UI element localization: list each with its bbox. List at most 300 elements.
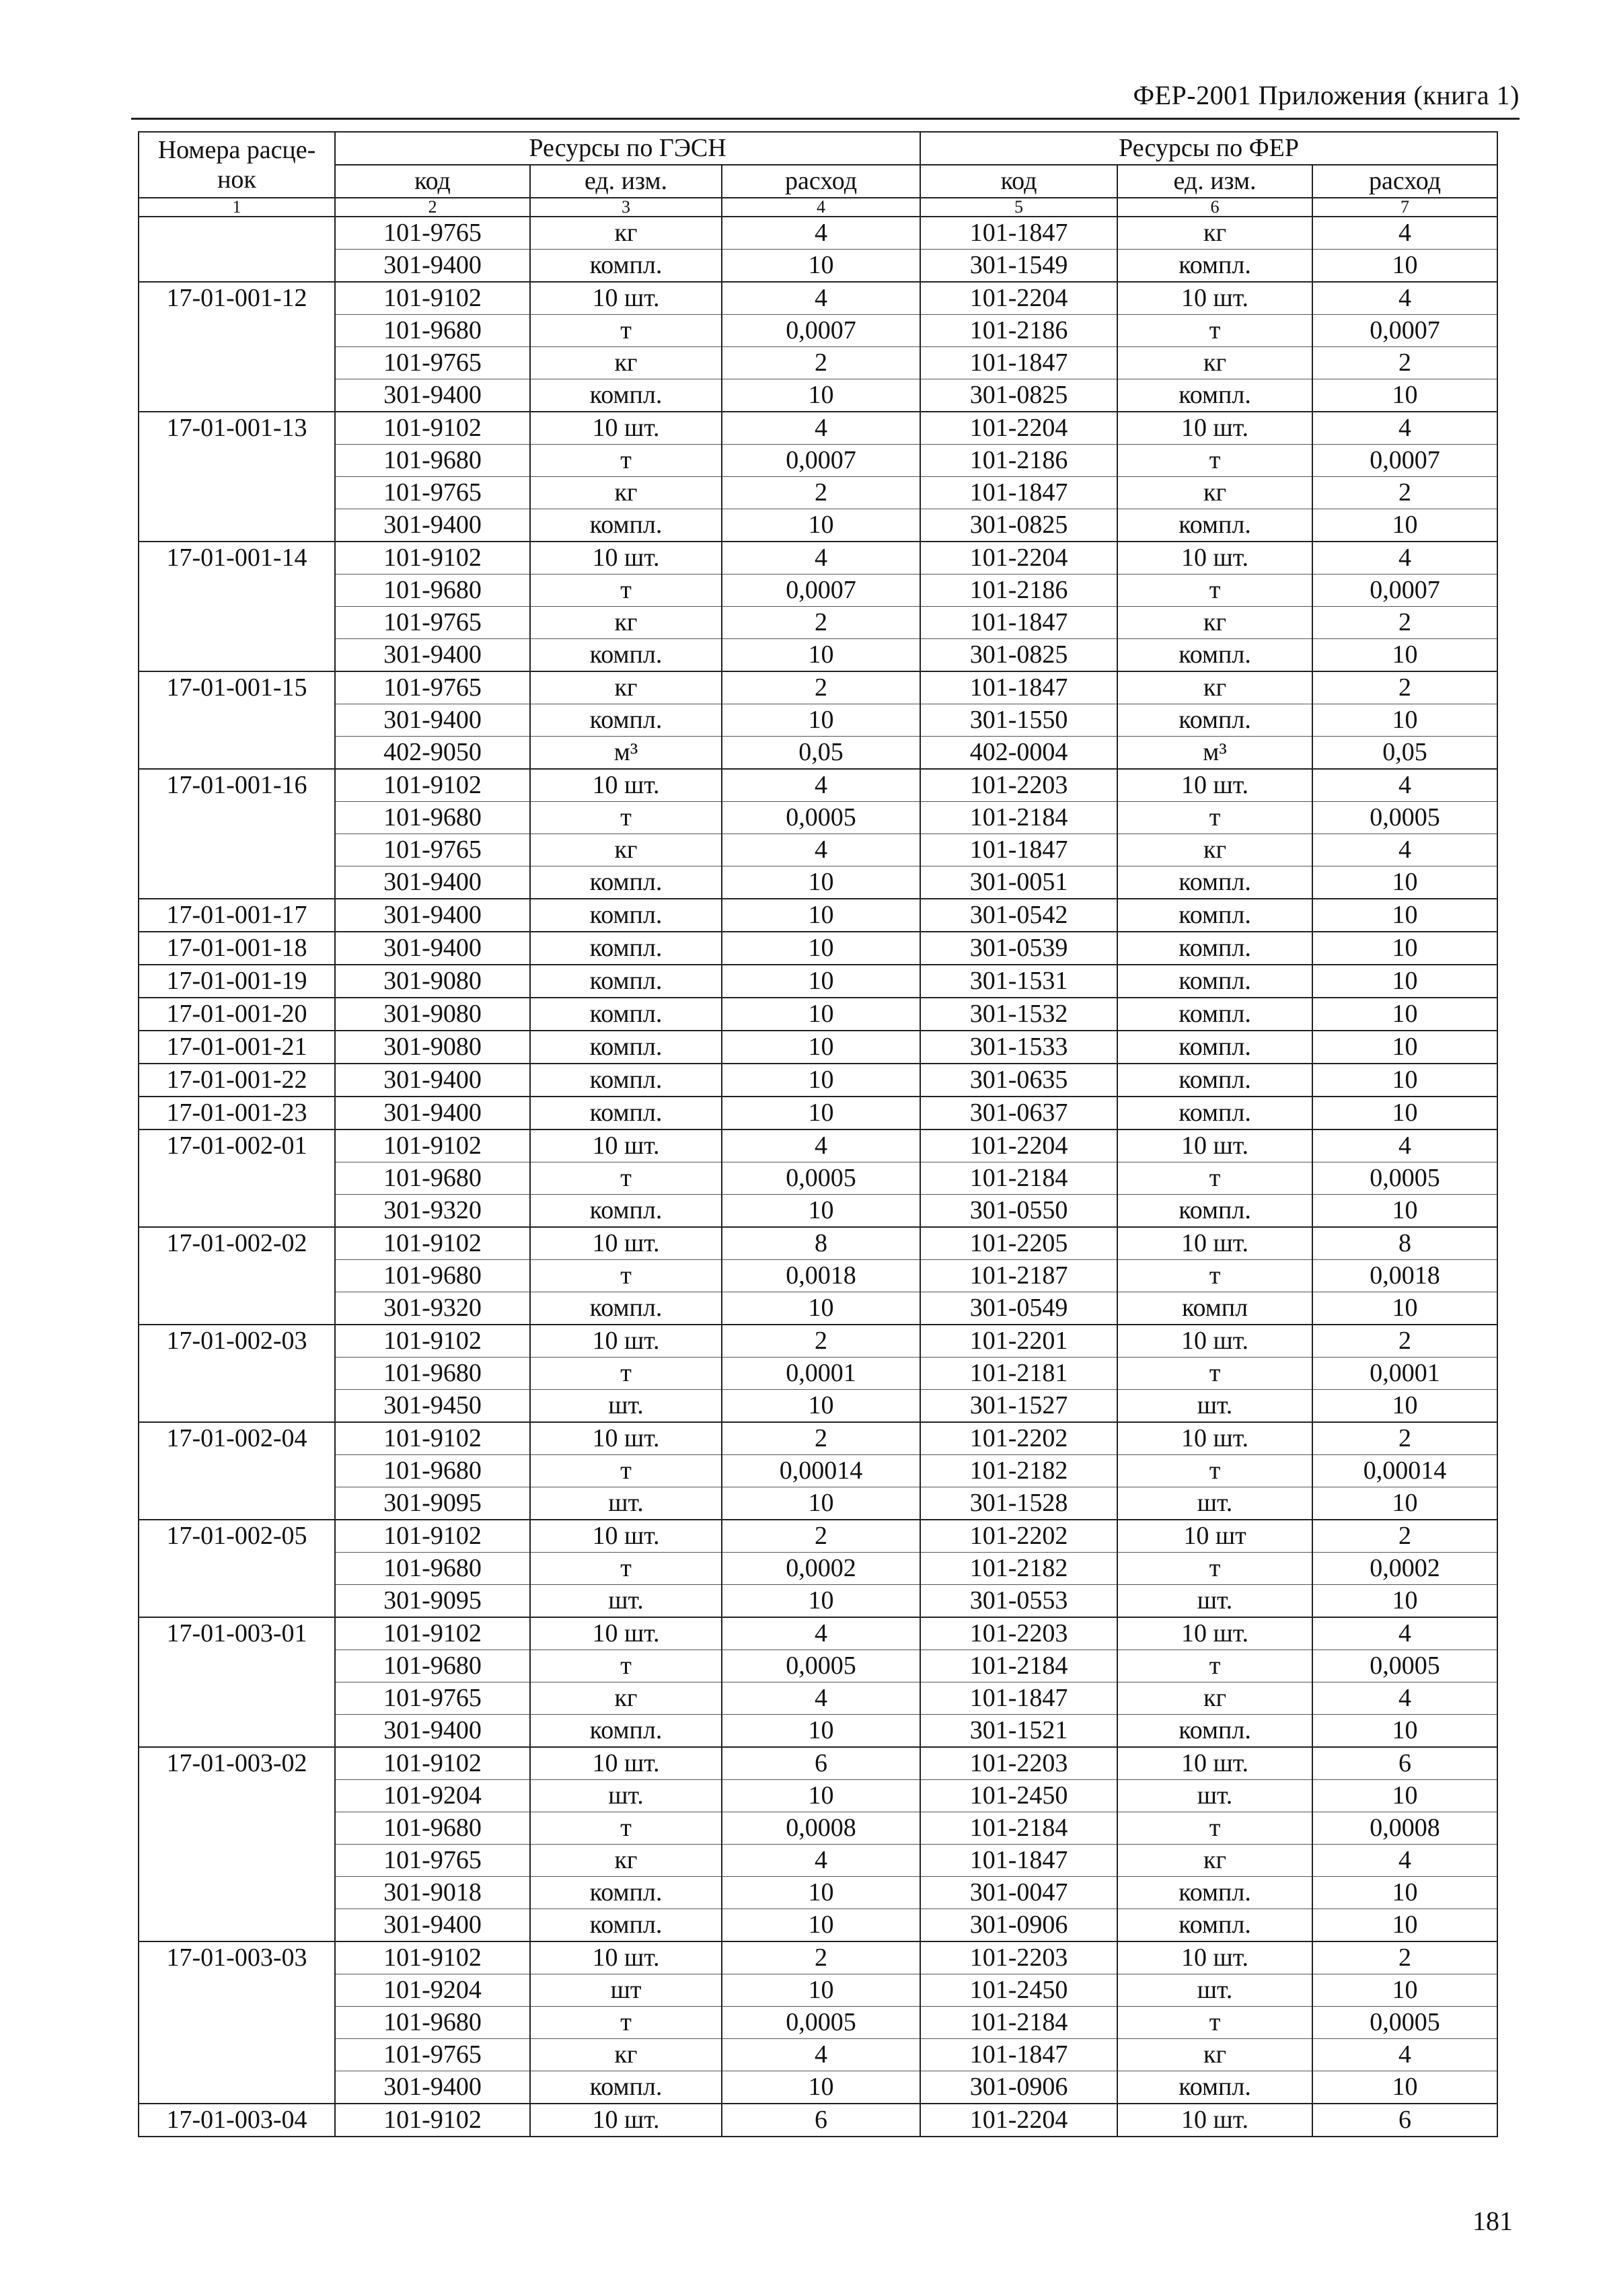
gesn-amount-cell: 10 bbox=[722, 965, 920, 998]
rate-number-cell: 17-01-002-01 bbox=[139, 1130, 335, 1227]
table-row bbox=[139, 769, 1497, 802]
gesn-unit-cell: 10 шт. bbox=[530, 412, 722, 445]
gesn-unit-cell: кг bbox=[530, 1845, 722, 1877]
subheader-fer-amount: расход bbox=[1312, 165, 1497, 198]
gesn-unit-cell: компл. bbox=[530, 250, 722, 283]
gesn-code-cell: 101-9765 bbox=[335, 1845, 530, 1877]
gesn-unit-cell: 10 шт. bbox=[530, 1617, 722, 1650]
gesn-unit-cell: т bbox=[530, 445, 722, 477]
gesn-amount-cell: 10 bbox=[722, 704, 920, 737]
table-row bbox=[139, 607, 1497, 639]
fer-code-cell: 301-0825 bbox=[920, 379, 1117, 412]
fer-unit-cell: кг bbox=[1117, 1682, 1312, 1715]
gesn-amount-cell: 2 bbox=[722, 1325, 920, 1358]
gesn-amount-cell: 4 bbox=[722, 217, 920, 250]
table-row bbox=[139, 1941, 1497, 1974]
rate-number-cell: 17-01-002-05 bbox=[139, 1520, 335, 1617]
fer-code-cell: 301-0542 bbox=[920, 899, 1117, 932]
table-row bbox=[139, 250, 1497, 283]
gesn-amount-cell: 10 bbox=[722, 639, 920, 672]
gesn-amount-cell: 4 bbox=[722, 412, 920, 445]
fer-unit-cell: компл. bbox=[1117, 704, 1312, 737]
fer-code-cell: 101-2203 bbox=[920, 1617, 1117, 1650]
fer-amount-cell: 0,0002 bbox=[1312, 1553, 1497, 1585]
fer-amount-cell: 2 bbox=[1312, 607, 1497, 639]
fer-unit-cell: т bbox=[1117, 445, 1312, 477]
gesn-code-cell: 101-9102 bbox=[335, 1941, 530, 1974]
fer-unit-cell: кг bbox=[1117, 217, 1312, 250]
fer-amount-cell: 2 bbox=[1312, 671, 1497, 704]
fer-amount-cell: 0,05 bbox=[1312, 737, 1497, 770]
gesn-amount-cell: 0,0007 bbox=[722, 445, 920, 477]
fer-unit-cell: кг bbox=[1117, 834, 1312, 866]
fer-code-cell: 301-0550 bbox=[920, 1195, 1117, 1228]
gesn-amount-cell: 4 bbox=[722, 834, 920, 866]
gesn-amount-cell: 10 bbox=[722, 1487, 920, 1520]
gesn-unit-cell: т bbox=[530, 2007, 722, 2039]
table-row bbox=[139, 1422, 1497, 1455]
gesn-code-cell: 301-9400 bbox=[335, 866, 530, 899]
gesn-amount-cell: 0,0001 bbox=[722, 1358, 920, 1390]
col-number: 2 bbox=[335, 198, 530, 217]
gesn-unit-cell: кг bbox=[530, 834, 722, 866]
fer-code-cell: 101-2204 bbox=[920, 2104, 1117, 2137]
gesn-amount-cell: 4 bbox=[722, 1130, 920, 1162]
fer-amount-cell: 10 bbox=[1312, 998, 1497, 1031]
rate-number-cell: 17-01-001-23 bbox=[139, 1097, 335, 1130]
fer-unit-cell: т bbox=[1117, 2007, 1312, 2039]
fer-unit-cell: компл. bbox=[1117, 1715, 1312, 1748]
fer-code-cell: 101-1847 bbox=[920, 1682, 1117, 1715]
gesn-code-cell: 101-9680 bbox=[335, 1260, 530, 1292]
gesn-code-cell: 101-9680 bbox=[335, 445, 530, 477]
gesn-amount-cell: 2 bbox=[722, 607, 920, 639]
fer-unit-cell: компл. bbox=[1117, 965, 1312, 998]
fer-unit-cell: компл. bbox=[1117, 1031, 1312, 1064]
fer-unit-cell: т bbox=[1117, 315, 1312, 347]
fer-amount-cell: 4 bbox=[1312, 1130, 1497, 1162]
fer-amount-cell: 10 bbox=[1312, 1390, 1497, 1423]
fer-amount-cell: 0,00014 bbox=[1312, 1455, 1497, 1487]
gesn-amount-cell: 4 bbox=[722, 769, 920, 802]
gesn-code-cell: 101-9102 bbox=[335, 412, 530, 445]
fer-amount-cell: 4 bbox=[1312, 217, 1497, 250]
fer-code-cell: 301-0906 bbox=[920, 1909, 1117, 1942]
table-row bbox=[139, 1845, 1497, 1877]
fer-amount-cell: 0,0007 bbox=[1312, 445, 1497, 477]
table-row bbox=[139, 899, 1497, 932]
table-row bbox=[139, 802, 1497, 834]
gesn-code-cell: 101-9102 bbox=[335, 542, 530, 575]
fer-amount-cell: 2 bbox=[1312, 1325, 1497, 1358]
rate-number-cell: 17-01-001-21 bbox=[139, 1031, 335, 1064]
fer-code-cell: 402-0004 bbox=[920, 737, 1117, 770]
gesn-unit-cell: т bbox=[530, 802, 722, 834]
gesn-unit-cell: т bbox=[530, 1553, 722, 1585]
gesn-unit-cell: компл. bbox=[530, 866, 722, 899]
gesn-amount-cell: 10 bbox=[722, 1974, 920, 2007]
gesn-amount-cell: 2 bbox=[722, 1941, 920, 1974]
rate-number-cell: 17-01-001-16 bbox=[139, 769, 335, 899]
gesn-amount-cell: 10 bbox=[722, 998, 920, 1031]
table-row bbox=[139, 542, 1497, 575]
fer-code-cell: 101-1847 bbox=[920, 2039, 1117, 2071]
table-row bbox=[139, 315, 1497, 347]
fer-code-cell: 301-1550 bbox=[920, 704, 1117, 737]
rate-number-cell: 17-01-001-18 bbox=[139, 932, 335, 965]
rate-number-cell: 17-01-002-04 bbox=[139, 1422, 335, 1520]
table-row bbox=[139, 282, 1497, 315]
fer-unit-cell: компл. bbox=[1117, 1909, 1312, 1942]
fer-unit-cell: компл. bbox=[1117, 379, 1312, 412]
fer-unit-cell: 10 шт. bbox=[1117, 1941, 1312, 1974]
fer-amount-cell: 10 bbox=[1312, 509, 1497, 542]
gesn-code-cell: 101-9680 bbox=[335, 1553, 530, 1585]
gesn-unit-cell: 10 шт. bbox=[530, 542, 722, 575]
fer-unit-cell: компл. bbox=[1117, 899, 1312, 932]
fer-amount-cell: 10 bbox=[1312, 639, 1497, 672]
rate-number-cell: 17-01-002-02 bbox=[139, 1227, 335, 1325]
fer-amount-cell: 10 bbox=[1312, 1585, 1497, 1618]
fer-code-cell: 301-1527 bbox=[920, 1390, 1117, 1423]
table-row bbox=[139, 1260, 1497, 1292]
fer-code-cell: 101-2203 bbox=[920, 769, 1117, 802]
fer-unit-cell: 10 шт. bbox=[1117, 2104, 1312, 2137]
gesn-code-cell: 101-9102 bbox=[335, 282, 530, 315]
table-row bbox=[139, 1780, 1497, 1812]
fer-code-cell: 301-1528 bbox=[920, 1487, 1117, 1520]
table-row bbox=[139, 2007, 1497, 2039]
table-row bbox=[139, 1292, 1497, 1325]
table-row bbox=[139, 1812, 1497, 1845]
table-row bbox=[139, 217, 1497, 250]
gesn-amount-cell: 0,0005 bbox=[722, 1650, 920, 1682]
gesn-unit-cell: компл. bbox=[530, 639, 722, 672]
rate-number-cell: 17-01-002-03 bbox=[139, 1325, 335, 1422]
fer-unit-cell: т bbox=[1117, 1358, 1312, 1390]
fer-unit-cell: компл. bbox=[1117, 866, 1312, 899]
col-number: 7 bbox=[1312, 198, 1497, 217]
table-row bbox=[139, 412, 1497, 445]
table-row bbox=[139, 1974, 1497, 2007]
table-row bbox=[139, 1909, 1497, 1942]
table-row bbox=[139, 866, 1497, 899]
col-number: 4 bbox=[722, 198, 920, 217]
gesn-unit-cell: компл. bbox=[530, 899, 722, 932]
table-row bbox=[139, 1585, 1497, 1618]
fer-code-cell: 301-1532 bbox=[920, 998, 1117, 1031]
fer-unit-cell: компл. bbox=[1117, 932, 1312, 965]
gesn-code-cell: 101-9680 bbox=[335, 1455, 530, 1487]
table-row bbox=[139, 1553, 1497, 1585]
table-row bbox=[139, 1195, 1497, 1228]
rate-number-cell: 17-01-001-14 bbox=[139, 542, 335, 671]
gesn-code-cell: 101-9680 bbox=[335, 1812, 530, 1845]
rate-number-cell: 17-01-003-02 bbox=[139, 1747, 335, 1941]
gesn-amount-cell: 10 bbox=[722, 2071, 920, 2104]
fer-code-cell: 101-2182 bbox=[920, 1553, 1117, 1585]
table-row bbox=[139, 1031, 1497, 1064]
gesn-amount-cell: 0,0005 bbox=[722, 2007, 920, 2039]
fer-code-cell: 301-0539 bbox=[920, 932, 1117, 965]
table-row bbox=[139, 1325, 1497, 1358]
gesn-code-cell: 402-9050 bbox=[335, 737, 530, 770]
gesn-code-cell: 101-9680 bbox=[335, 2007, 530, 2039]
gesn-code-cell: 301-9400 bbox=[335, 509, 530, 542]
gesn-amount-cell: 4 bbox=[722, 282, 920, 315]
gesn-code-cell: 101-9102 bbox=[335, 1130, 530, 1162]
gesn-amount-cell: 10 bbox=[722, 509, 920, 542]
fer-code-cell: 301-0825 bbox=[920, 509, 1117, 542]
gesn-unit-cell: 10 шт. bbox=[530, 1747, 722, 1780]
rate-number-cell: 17-01-003-01 bbox=[139, 1617, 335, 1747]
fer-code-cell: 101-2205 bbox=[920, 1227, 1117, 1260]
fer-amount-cell: 2 bbox=[1312, 1941, 1497, 1974]
fer-amount-cell: 10 bbox=[1312, 1292, 1497, 1325]
table-row bbox=[139, 998, 1497, 1031]
fer-code-cell: 301-0635 bbox=[920, 1064, 1117, 1097]
gesn-code-cell: 101-9102 bbox=[335, 1422, 530, 1455]
table-row bbox=[139, 1715, 1497, 1748]
gesn-code-cell: 301-9400 bbox=[335, 1715, 530, 1748]
gesn-amount-cell: 0,0008 bbox=[722, 1812, 920, 1845]
gesn-code-cell: 301-9018 bbox=[335, 1877, 530, 1909]
fer-unit-cell: т bbox=[1117, 1650, 1312, 1682]
gesn-unit-cell: 10 шт. bbox=[530, 1227, 722, 1260]
gesn-amount-cell: 10 bbox=[722, 1909, 920, 1942]
fer-amount-cell: 10 bbox=[1312, 1487, 1497, 1520]
fer-unit-cell: шт. bbox=[1117, 1780, 1312, 1812]
table-row bbox=[139, 575, 1497, 607]
gesn-code-cell: 101-9765 bbox=[335, 834, 530, 866]
table-row bbox=[139, 1520, 1497, 1553]
gesn-unit-cell: компл. bbox=[530, 998, 722, 1031]
gesn-code-cell: 101-9102 bbox=[335, 769, 530, 802]
fer-code-cell: 101-2203 bbox=[920, 1941, 1117, 1974]
fer-unit-cell: шт. bbox=[1117, 1487, 1312, 1520]
fer-code-cell: 301-1521 bbox=[920, 1715, 1117, 1748]
rate-number-cell: 17-01-001-15 bbox=[139, 671, 335, 769]
gesn-code-cell: 301-9080 bbox=[335, 1031, 530, 1064]
table-row bbox=[139, 379, 1497, 412]
fer-unit-cell: компл. bbox=[1117, 1097, 1312, 1130]
fer-amount-cell: 10 bbox=[1312, 250, 1497, 283]
gesn-code-cell: 101-9680 bbox=[335, 1162, 530, 1195]
fer-unit-cell: 10 шт. bbox=[1117, 282, 1312, 315]
gesn-code-cell: 301-9320 bbox=[335, 1292, 530, 1325]
table-row bbox=[139, 1455, 1497, 1487]
table-row bbox=[139, 1358, 1497, 1390]
gesn-code-cell: 301-9095 bbox=[335, 1585, 530, 1618]
fer-amount-cell: 10 bbox=[1312, 1715, 1497, 1748]
fer-unit-cell: компл. bbox=[1117, 1877, 1312, 1909]
fer-unit-cell: компл. bbox=[1117, 1064, 1312, 1097]
fer-code-cell: 101-2187 bbox=[920, 1260, 1117, 1292]
gesn-code-cell: 101-9765 bbox=[335, 217, 530, 250]
subheader-gesn-unit: ед. изм. bbox=[530, 165, 722, 198]
fer-code-cell: 301-0825 bbox=[920, 639, 1117, 672]
fer-amount-cell: 0,0018 bbox=[1312, 1260, 1497, 1292]
subheader-fer-code: код bbox=[920, 165, 1117, 198]
group-header-fer: Ресурсы по ФЕР bbox=[920, 132, 1497, 165]
rate-number-cell: 17-01-003-04 bbox=[139, 2104, 335, 2137]
gesn-code-cell: 301-9400 bbox=[335, 704, 530, 737]
fer-code-cell: 301-0051 bbox=[920, 866, 1117, 899]
gesn-code-cell: 301-9080 bbox=[335, 998, 530, 1031]
table-row bbox=[139, 2039, 1497, 2071]
fer-amount-cell: 0,0005 bbox=[1312, 1162, 1497, 1195]
gesn-unit-cell: м³ bbox=[530, 737, 722, 770]
fer-code-cell: 101-2202 bbox=[920, 1422, 1117, 1455]
table-row bbox=[139, 1097, 1497, 1130]
table-row bbox=[139, 1877, 1497, 1909]
gesn-amount-cell: 0,0007 bbox=[722, 575, 920, 607]
fer-amount-cell: 10 bbox=[1312, 1909, 1497, 1942]
gesn-unit-cell: т bbox=[530, 1455, 722, 1487]
gesn-unit-cell: 10 шт. bbox=[530, 282, 722, 315]
fer-amount-cell: 4 bbox=[1312, 834, 1497, 866]
gesn-code-cell: 301-9400 bbox=[335, 250, 530, 283]
fer-unit-cell: компл. bbox=[1117, 2071, 1312, 2104]
fer-code-cell: 101-1847 bbox=[920, 1845, 1117, 1877]
fer-amount-cell: 0,0007 bbox=[1312, 575, 1497, 607]
table-row bbox=[139, 932, 1497, 965]
fer-code-cell: 101-2184 bbox=[920, 1162, 1117, 1195]
fer-amount-cell: 10 bbox=[1312, 704, 1497, 737]
gesn-code-cell: 101-9102 bbox=[335, 1325, 530, 1358]
gesn-unit-cell: т bbox=[530, 1260, 722, 1292]
fer-code-cell: 301-0549 bbox=[920, 1292, 1117, 1325]
gesn-amount-cell: 10 bbox=[722, 379, 920, 412]
table-row bbox=[139, 477, 1497, 509]
fer-amount-cell: 0,0005 bbox=[1312, 1650, 1497, 1682]
fer-amount-cell: 10 bbox=[1312, 1877, 1497, 1909]
fer-code-cell: 101-1847 bbox=[920, 607, 1117, 639]
gesn-code-cell: 101-9204 bbox=[335, 1974, 530, 2007]
fer-unit-cell: 10 шт. bbox=[1117, 1422, 1312, 1455]
gesn-amount-cell: 10 bbox=[722, 250, 920, 283]
fer-unit-cell: т bbox=[1117, 1162, 1312, 1195]
gesn-unit-cell: шт. bbox=[530, 1487, 722, 1520]
fer-amount-cell: 4 bbox=[1312, 282, 1497, 315]
table-row bbox=[139, 834, 1497, 866]
gesn-amount-cell: 10 bbox=[722, 866, 920, 899]
table-row bbox=[139, 639, 1497, 672]
fer-unit-cell: компл. bbox=[1117, 998, 1312, 1031]
gesn-amount-cell: 0,0005 bbox=[722, 802, 920, 834]
table-row bbox=[139, 704, 1497, 737]
gesn-amount-cell: 4 bbox=[722, 1845, 920, 1877]
fer-unit-cell: 10 шт. bbox=[1117, 412, 1312, 445]
gesn-unit-cell: 10 шт. bbox=[530, 2104, 722, 2137]
subheader-gesn-code: код bbox=[335, 165, 530, 198]
gesn-amount-cell: 6 bbox=[722, 2104, 920, 2137]
fer-unit-cell: 10 шт. bbox=[1117, 1227, 1312, 1260]
fer-amount-cell: 0,0005 bbox=[1312, 802, 1497, 834]
gesn-code-cell: 101-9765 bbox=[335, 347, 530, 379]
gesn-unit-cell: компл. bbox=[530, 1909, 722, 1942]
gesn-unit-cell: компл. bbox=[530, 1031, 722, 1064]
gesn-unit-cell: компл. bbox=[530, 1064, 722, 1097]
gesn-unit-cell: компл. bbox=[530, 379, 722, 412]
gesn-unit-cell: компл. bbox=[530, 2071, 722, 2104]
gesn-amount-cell: 0,0007 bbox=[722, 315, 920, 347]
fer-code-cell: 101-2202 bbox=[920, 1520, 1117, 1553]
table-row bbox=[139, 1130, 1497, 1162]
gesn-code-cell: 101-9765 bbox=[335, 2039, 530, 2071]
fer-amount-cell: 6 bbox=[1312, 2104, 1497, 2137]
fer-code-cell: 101-1847 bbox=[920, 834, 1117, 866]
gesn-unit-cell: 10 шт. bbox=[530, 1130, 722, 1162]
gesn-unit-cell: 10 шт. bbox=[530, 769, 722, 802]
gesn-code-cell: 101-9680 bbox=[335, 1358, 530, 1390]
gesn-code-cell: 101-9680 bbox=[335, 575, 530, 607]
gesn-amount-cell: 10 bbox=[722, 1195, 920, 1228]
fer-code-cell: 101-2204 bbox=[920, 412, 1117, 445]
fer-amount-cell: 0,0008 bbox=[1312, 1812, 1497, 1845]
fer-amount-cell: 0,0007 bbox=[1312, 315, 1497, 347]
table-row bbox=[139, 737, 1497, 770]
fer-amount-cell: 4 bbox=[1312, 1617, 1497, 1650]
fer-code-cell: 101-2184 bbox=[920, 2007, 1117, 2039]
table-row bbox=[139, 2071, 1497, 2104]
fer-code-cell: 101-2204 bbox=[920, 542, 1117, 575]
gesn-unit-cell: компл. bbox=[530, 1715, 722, 1748]
gesn-code-cell: 301-9450 bbox=[335, 1390, 530, 1423]
gesn-code-cell: 301-9400 bbox=[335, 379, 530, 412]
fer-unit-cell: кг bbox=[1117, 671, 1312, 704]
gesn-code-cell: 301-9400 bbox=[335, 2071, 530, 2104]
gesn-unit-cell: кг bbox=[530, 217, 722, 250]
gesn-unit-cell: кг bbox=[530, 2039, 722, 2071]
fer-amount-cell: 4 bbox=[1312, 412, 1497, 445]
fer-unit-cell: 10 шт. bbox=[1117, 769, 1312, 802]
fer-unit-cell: т bbox=[1117, 1260, 1312, 1292]
fer-amount-cell: 10 bbox=[1312, 866, 1497, 899]
gesn-amount-cell: 0,0018 bbox=[722, 1260, 920, 1292]
table-row bbox=[139, 2104, 1497, 2137]
gesn-code-cell: 301-9400 bbox=[335, 1097, 530, 1130]
gesn-unit-cell: т bbox=[530, 1650, 722, 1682]
gesn-code-cell: 101-9102 bbox=[335, 1520, 530, 1553]
fer-code-cell: 101-1847 bbox=[920, 347, 1117, 379]
table-row bbox=[139, 1227, 1497, 1260]
fer-code-cell: 101-2204 bbox=[920, 282, 1117, 315]
fer-amount-cell: 10 bbox=[1312, 899, 1497, 932]
gesn-amount-cell: 10 bbox=[722, 899, 920, 932]
table-row bbox=[139, 1747, 1497, 1780]
fer-code-cell: 101-2184 bbox=[920, 802, 1117, 834]
rate-number-cell: 17-01-001-12 bbox=[139, 282, 335, 412]
gesn-amount-cell: 6 bbox=[722, 1747, 920, 1780]
rate-number-cell: 17-01-003-03 bbox=[139, 1941, 335, 2104]
fer-amount-cell: 10 bbox=[1312, 1780, 1497, 1812]
fer-code-cell: 101-2203 bbox=[920, 1747, 1117, 1780]
gesn-code-cell: 101-9102 bbox=[335, 1747, 530, 1780]
fer-unit-cell: т bbox=[1117, 575, 1312, 607]
gesn-code-cell: 101-9102 bbox=[335, 1617, 530, 1650]
gesn-unit-cell: т bbox=[530, 1162, 722, 1195]
fer-code-cell: 101-2181 bbox=[920, 1358, 1117, 1390]
gesn-unit-cell: компл. bbox=[530, 509, 722, 542]
col-header-rate-numbers: Номера расце- нок bbox=[139, 132, 335, 198]
gesn-code-cell: 301-9095 bbox=[335, 1487, 530, 1520]
fer-amount-cell: 4 bbox=[1312, 542, 1497, 575]
subheader-gesn-amount: расход bbox=[722, 165, 920, 198]
fer-amount-cell: 2 bbox=[1312, 1422, 1497, 1455]
gesn-unit-cell: т bbox=[530, 575, 722, 607]
header-rule bbox=[131, 118, 1520, 120]
